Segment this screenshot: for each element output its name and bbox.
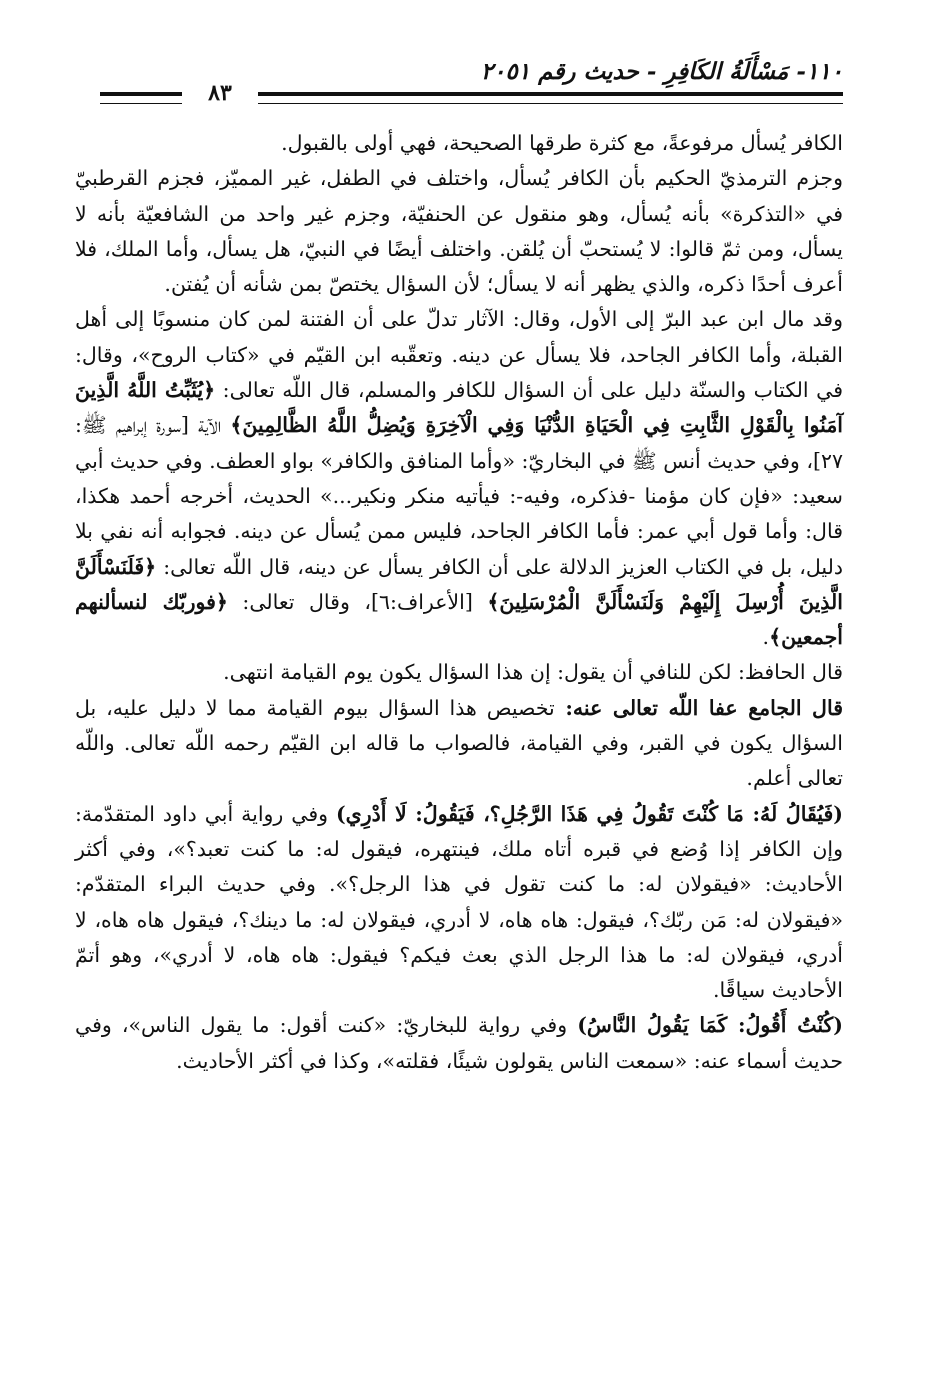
text-segment: وفي رواية أبي داود المتقدّمة: وإن الكافر إذا وُضع في قبره أتاه ملك، فينتهره، فيقول له: ما كنت تعبد؟»، وفي أكثر الأحاديث: «فيقولان له: ما كنت تقول في هذا الرجل؟». وفي حديث البراء المتقدّم: «فيقولان له: مَن ربّك؟، فيقول: هاه هاه، لا أدري، فيقولان له: ما دينك؟، فيقول هاه هاه، لا أدري، فيقولان له: ما هذا الرجل الذي بعث فيكم؟ فيقول: هاه هاه، لا أدري»، وهو أتمّ الأحاديث سياقًا. — [75, 801, 843, 1003]
page-number: ٨٣ — [208, 80, 232, 106]
text-segment: الكافر يُسأل مرفوعةً، مع كثرة طرقها الصحيحة، فهي أولى بالقبول. — [281, 131, 843, 155]
paragraph — [75, 161, 843, 302]
bold-text-segment: ﴿فوربّك لنسألنهم أجمعين﴾ — [75, 589, 843, 650]
text-segment: وفي رواية للبخاريّ: «كنت أقول: ما يقول الناس»، وفي حديث أسماء عنه: «سمعت الناس يقولون شيئًا، فقلته»، وكذا في أكثر الأحاديث. — [75, 1013, 843, 1073]
text-segment: [الأعراف:٦]، وقال تعالى: — [227, 589, 488, 614]
chapter-title: ١١٠- مَسْأَلَةُ الكَافِرِ - حديث رقم ٢٠٥١ — [480, 58, 843, 85]
paragraph — [75, 691, 843, 797]
text-segment: قال الحافظ: لكن للنافي أن يقول: إن هذا السؤال يكون يوم القيامة انتهى. — [223, 660, 843, 685]
bold-text-segment: (كُنْتُ أَقُولُ: كَمَا يَقُولُ النَّاسُ) — [577, 1013, 844, 1038]
header-rule-short — [100, 92, 182, 104]
bold-text-segment: ﴿فَلَنَسْأَلَنَّ الَّذِينَ أُرْسِلَ إِلَيْهِمْ وَلَنَسْأَلَنَّ الْمُرْسَلِينَ﴾ — [75, 554, 843, 614]
paragraph — [75, 1008, 843, 1079]
paragraph — [75, 302, 843, 655]
text-segment: وجزم الترمذيّ الحكيم بأن الكافر يُسأل، واختلف في الطفل، غير المميّز، فجزم القرطبيّ في «التذكرة» بأنه يُسأل، وهو منقول عن الحنفيّة، وجزم غير واحد من الشافعيّة بأنه لا يسأل، ومن ثمّ قالوا: لا يُستحبّ أن يُلقن. واختلف أيضًا في النبيّ، هل يسأل، وأما الملك، فلا أعرف أحدًا ذكره، والذي يظهر أنه لا يسأل؛ لأن السؤال يختصّ بمن شأنه أن يُفتن. — [75, 166, 843, 297]
header-rule — [258, 92, 843, 104]
text-segment: الآية [سورة إبراهيم ﷺ: ٢٧]، وفي حديث أنس ﷺ في البخاريّ: «وأما المنافق والكافر» بواو العطف. وفي حديث أبي سعيد: «فإن كان مؤمنا -فذكره، وفيه-: فيأتيه منكر ونكير...» الحديث، أخرجه أحمد هكذا، قال: وأما قول أبي عمر: فأما الكافر الجاحد، فليس ممن يُسأل عن دينه. فجوابه أنه نفي بلا دليل، بل في الكتاب العزيز الدلالة على أن الكافر يسأل عن دينه، قال اللّه تعالى: — [75, 413, 843, 579]
bold-text-segment: قال الجامع عفا اللّه تعالى عنه: — [554, 695, 843, 720]
text-segment: . — [762, 625, 770, 650]
paragraph — [75, 655, 843, 690]
text-segment: وقد مال ابن عبد البرّ إلى الأول، وقال: الآثار تدلّ على أن الفتنة لمن كان منسوبًا إلى أهل القبلة، وأما الكافر الجاحد، فلا يسأل عن دينه. وتعقّبه ابن القيّم في «كتاب الروح»، وقال: في الكتاب والسنّة دليل على أن السؤال للكافر والمسلم، قال اللّه تعالى: — [75, 307, 843, 403]
body-text — [75, 126, 843, 1079]
paragraph — [75, 797, 843, 1009]
bold-text-segment: (فَيُقَالُ لَهُ: مَا كُنْتَ تَقُولُ فِي هَذَا الرَّجُلِ؟، فَيَقُولُ: لَا أَدْرِي) — [335, 801, 844, 826]
text-segment: تخصيص هذا السؤال بيوم القيامة مما لا دليل عليه، بل السؤال يكون في القبر، وفي القيامة، فالصواب ما قاله ابن القيّم رحمه اللّه تعالى. واللّه تعالى أعلم. — [75, 695, 843, 791]
paragraph — [75, 126, 843, 161]
bold-text-segment: ﴿يُثَبِّتُ اللَّهُ الَّذِينَ آمَنُوا بِالْقَوْلِ الثَّابِتِ فِي الْحَيَاةِ الدُّنْيَا وَفِي الْآخِرَةِ وَيُضِلُّ اللَّهُ الظَّالِمِينَ﴾ — [75, 378, 843, 438]
